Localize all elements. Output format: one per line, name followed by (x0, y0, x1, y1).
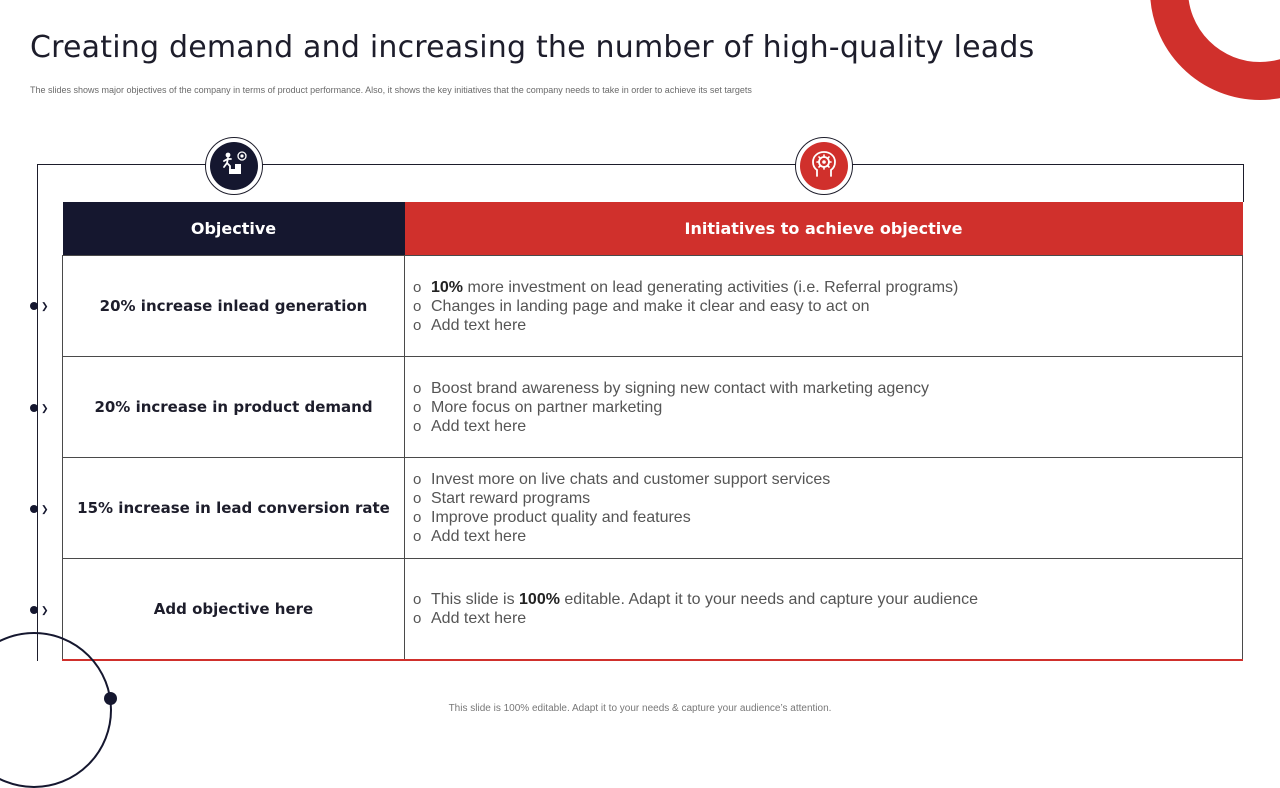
list-item: o Invest more on live chats and customer support services (413, 470, 1242, 489)
initiatives-cell (405, 357, 1243, 458)
person-climbing-stairs-target-icon (219, 150, 249, 183)
chevron-right-icon: ❯ (41, 301, 49, 311)
table-row (63, 458, 1243, 559)
list-item: o More focus on partner marketing (413, 398, 1242, 417)
slide-subtitle: The slides shows major objectives of the company in terms of product performance. Also, it shows the key initiatives that the company needs to take in order to achieve its set targets (30, 85, 752, 95)
footer-note: This slide is 100% editable. Adapt it to your needs & capture your audience’s attention. (448, 703, 832, 714)
initiatives-cell (405, 256, 1243, 357)
initiatives-list (413, 590, 1242, 628)
list-item: o 10% more investment on lead generating activities (i.e. Referral programs) (413, 278, 1242, 297)
list-item: o Boost brand awareness by signing new contact with marketing agency (413, 379, 1242, 398)
row-marker (30, 504, 52, 514)
list-item: o This slide is 100% editable. Adapt it to your needs and capture your audience (413, 590, 1242, 609)
list-item: o Improve product quality and features (413, 508, 1242, 527)
objective-cell: 20% increase in product demand (63, 357, 405, 458)
row-marker (30, 403, 52, 413)
row-marker (30, 301, 52, 311)
chevron-right-icon: ❯ (41, 403, 49, 413)
decorative-ring (1150, 0, 1280, 100)
list-item: o Add text here (413, 609, 1242, 628)
objective-header: Objective (63, 202, 405, 256)
marker-dot (30, 404, 38, 412)
slide-title: Creating demand and increasing the number of high-quality leads (30, 30, 1035, 65)
list-item: o Add text here (413, 417, 1242, 436)
initiatives-cell (405, 458, 1243, 559)
chevron-right-icon: ❯ (41, 504, 49, 514)
marker-dot (30, 505, 38, 513)
objective-badge (205, 137, 263, 195)
list-item: o Start reward programs (413, 489, 1242, 508)
initiatives-badge (795, 137, 853, 195)
objective-cell: 15% increase in lead conversion rate (63, 458, 405, 559)
head-gear-icon (809, 149, 839, 184)
initiatives-list (413, 278, 1242, 335)
chevron-right-icon: ❯ (41, 605, 49, 615)
table-row (63, 256, 1243, 357)
frame-right-line (1243, 164, 1244, 202)
marker-dot (30, 302, 38, 310)
objective-cell: Add objective here (63, 559, 405, 661)
list-item: o Add text here (413, 316, 1242, 335)
objective-cell: 20% increase inlead generation (63, 256, 405, 357)
row-marker (30, 605, 52, 615)
table-row (63, 357, 1243, 458)
list-item: o Add text here (413, 527, 1242, 546)
list-item: o Changes in landing page and make it clear and easy to act on (413, 297, 1242, 316)
initiatives-list (413, 470, 1242, 546)
table-row (63, 559, 1243, 661)
initiatives-list (413, 379, 1242, 436)
initiatives-cell (405, 559, 1243, 661)
marker-dot (30, 606, 38, 614)
objectives-table (62, 202, 1243, 661)
initiatives-header: Initiatives to achieve objective (405, 202, 1243, 256)
